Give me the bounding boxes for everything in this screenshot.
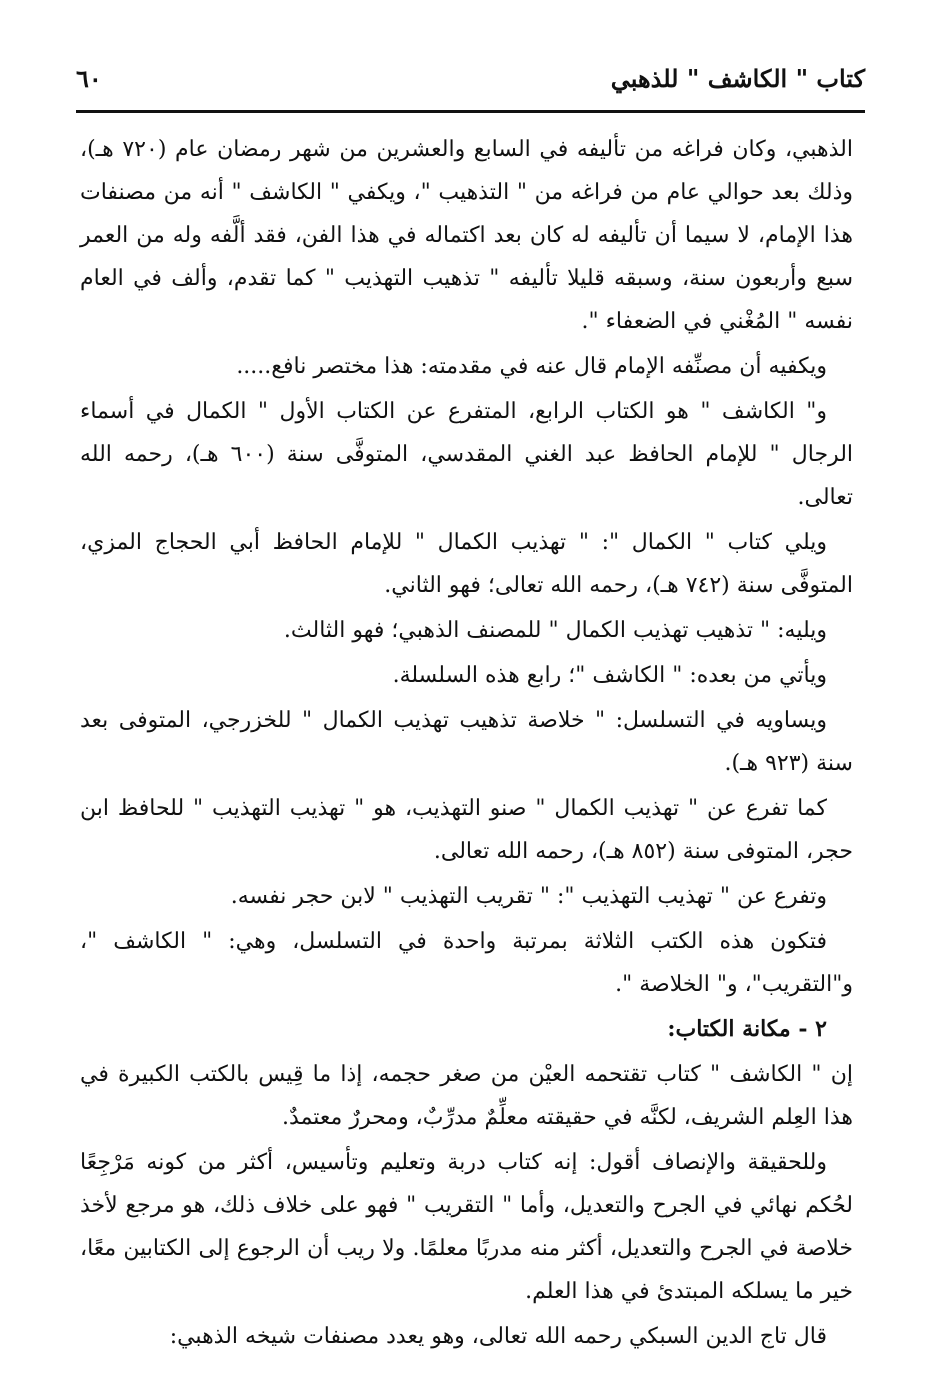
page-number: ٦٠ (76, 64, 102, 93)
paragraph: ويساويه في التسلسل: " خلاصة تذهيب تهذيب الكمال " للخزرجي، المتوفى بعد سنة (٩٢٣ هـ). (80, 708, 853, 776)
running-title: كتاب " الكاشف " للذهبي (610, 64, 865, 93)
paragraph: ويأتي من بعده: " الكاشف "؛ رابع هذه السلسلة. (392, 663, 827, 688)
paragraph: قال تاج الدين السبكي رحمه الله تعالى، وهو يعدد مصنفات شيخه الذهبي: (169, 1324, 827, 1349)
paragraph: وتفرع عن " تهذيب التهذيب ": " تقريب التهذيب " لابن حجر نفسه. (230, 884, 827, 909)
paragraph: ويكفيه أن مصنِّفه الإمام قال عنه في مقدمته: هذا مختصر نافع..... (236, 354, 827, 379)
paragraph: وللحقيقة والإنصاف أقول: إنه كتاب دربة وتعليم وتأسيس، أكثر من كونه مَرْجِعًا لحُكم نهائي في الجرح والتعديل، وأما " التقريب " فهو على خلاف ذلك، هو مرجع لأخذ خلاصة في الجرح والتعديل، أكثر منه مدربًا معلمًا. ولا ريب أن الرجوع إلى الكتابين معًا، خير ما يسلكه المبتدئ في هذا العلم. (80, 1150, 853, 1304)
section-heading: ٢ - مكانة الكتاب: (667, 1016, 827, 1042)
paragraph: كما تفرع عن " تهذيب الكمال " صنو التهذيب، هو " تهذيب التهذيب " للحافظ ابن حجر، المتوفى سنة (٨٥٢ هـ)، رحمه الله تعالى. (80, 796, 853, 864)
paragraph: الذهبي، وكان فراغه من تأليفه في السابع والعشرين من شهر رمضان عام (٧٢٠ هـ)، وذلك بعد حوالي عام من فراغه من " التذهيب "، ويكفي " الكاشف " أنه من مصنفات هذا الإمام، لا سيما أن تأليفه له كان بعد اكتماله في هذا الفن، فقد ألَّفه وله من العمر سبع وأربعون سنة، وسبقه قليلا تأليفه " تذهيب التهذيب " كما تقدم، وألف في العام نفسه " المُغْني في الضعفاء ". (80, 137, 854, 334)
body-text (80, 128, 853, 1358)
paragraph: إن " الكاشف " كتاب تقتحمه العيْن من صغر حجمه، إذا ما قِيس بالكتب الكبيرة في هذا العِلم الشريف، لكنَّه في حقيقته معلِّمٌ مدرِّبٌ، ومحررٌ معتمدٌ. (80, 1062, 853, 1130)
paragraph: ويلي كتاب " الكمال ": " تهذيب الكمال " للإمام الحافظ أبي الحجاج المزي، المتوفَّى سنة (٧٤٢ هـ)، رحمه الله تعالى؛ فهو الثاني. (80, 530, 853, 598)
paragraph: ويليه: " تذهيب تهذيب الكمال " للمصنف الذهبي؛ فهو الثالث. (283, 618, 827, 643)
paragraph: فتكون هذه الكتب الثلاثة بمرتبة واحدة في التسلسل، وهي: " الكاشف "، و"التقريب"، و" الخلاصة ". (80, 929, 853, 997)
page-header (76, 52, 865, 113)
paragraph: و" الكاشف " هو الكتاب الرابع، المتفرع عن الكتاب الأول " الكمال في أسماء الرجال " للإمام الحافظ عبد الغني المقدسي، المتوفَّى سنة (٦٠٠ هـ)، رحمه الله تعالى. (80, 399, 854, 510)
